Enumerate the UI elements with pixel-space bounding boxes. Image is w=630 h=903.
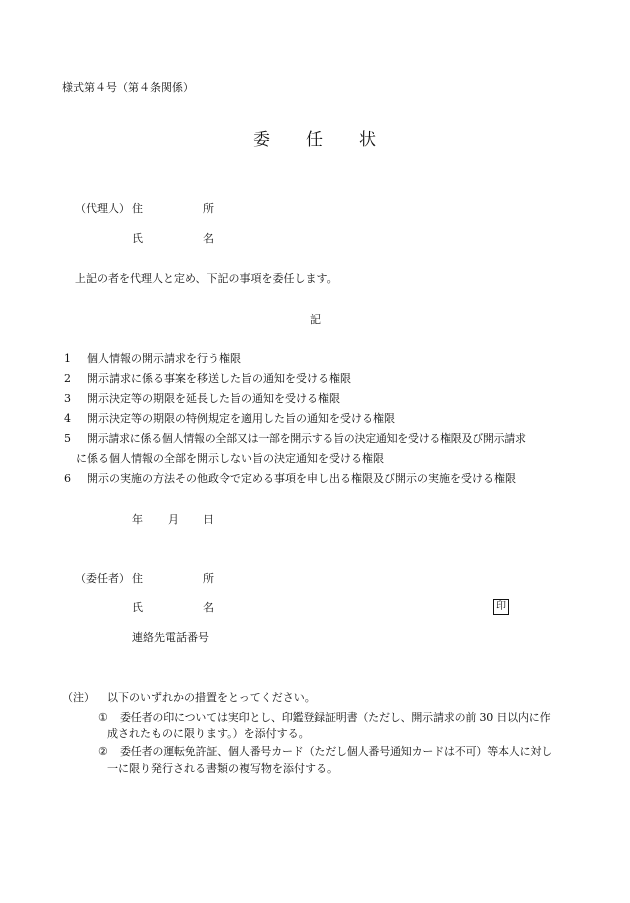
principal-phone-label: 連絡先電話番号	[132, 631, 209, 644]
item-text: 開示の実施の方法その他政令で定める事項を申し出る権限及び開示の実施を受ける権限	[87, 472, 516, 485]
date-day-label: 日	[203, 513, 214, 526]
principal-name-label-1: 氏	[132, 601, 143, 614]
agent-address-label-2: 所	[203, 202, 214, 215]
date-month-label: 月	[168, 513, 179, 526]
note-1-mark: ①	[98, 711, 108, 724]
principal-role-label: （委任者）	[75, 572, 130, 585]
date-year-label: 年	[132, 513, 143, 526]
agent-address-label-1: 住	[132, 202, 143, 215]
item-text: 開示請求に係る個人情報の全部又は一部を開示する旨の決定通知を受ける権限及び開示請求	[87, 432, 526, 445]
seal-mark: 印	[493, 599, 509, 615]
note-1-line-2: 成されたものに限ります。）を添付する。	[107, 727, 310, 740]
title-char-2: 任	[306, 130, 323, 150]
title-char-3: 状	[359, 130, 376, 150]
item-number: 1	[64, 352, 71, 365]
item-text: 開示決定等の期限を延長した旨の通知を受ける権限	[87, 392, 340, 405]
note-2-line-1: 委任者の運転免許証、個人番号カード（ただし個人番号通知カードは不可）等本人に対し	[120, 745, 552, 758]
item-text: 開示決定等の期限の特例規定を適用した旨の通知を受ける権限	[87, 412, 395, 425]
agent-name-label-2: 名	[203, 232, 214, 245]
item-number: 2	[64, 372, 71, 385]
note-2-mark: ②	[98, 745, 108, 758]
agent-name-label-1: 氏	[132, 232, 143, 245]
notation-header: 記	[310, 313, 321, 326]
item-text-continued: に係る個人情報の全部を開示しない旨の決定通知を受ける権限	[76, 452, 384, 465]
notes-intro: 以下のいずれかの措置をとってください。	[107, 691, 316, 704]
delegation-statement: 上記の者を代理人と定め、下記の事項を委任します。	[75, 272, 338, 285]
notes-label: （注）	[62, 691, 95, 704]
item-number: 6	[64, 472, 71, 485]
item-number: 3	[64, 392, 71, 405]
item-text: 開示請求に係る事案を移送した旨の通知を受ける権限	[87, 372, 351, 385]
note-2-line-2: 一に限り発行される書類の複写物を添付する。	[107, 762, 338, 775]
principal-address-label-2: 所	[203, 572, 214, 585]
form-number-label: 様式第４号（第４条関係）	[62, 81, 194, 94]
item-number: 5	[64, 432, 71, 445]
agent-role-label: （代理人）	[75, 202, 130, 215]
note-1-line-1: 委任者の印については実印とし、印鑑登録証明書（ただし、開示請求の前 30 日以内に作	[120, 711, 551, 724]
item-number: 4	[64, 412, 71, 425]
document-title	[0, 130, 630, 150]
principal-address-label-1: 住	[132, 572, 143, 585]
item-text: 個人情報の開示請求を行う権限	[87, 352, 241, 365]
principal-name-label-2: 名	[203, 601, 214, 614]
title-char-1: 委	[253, 130, 270, 150]
